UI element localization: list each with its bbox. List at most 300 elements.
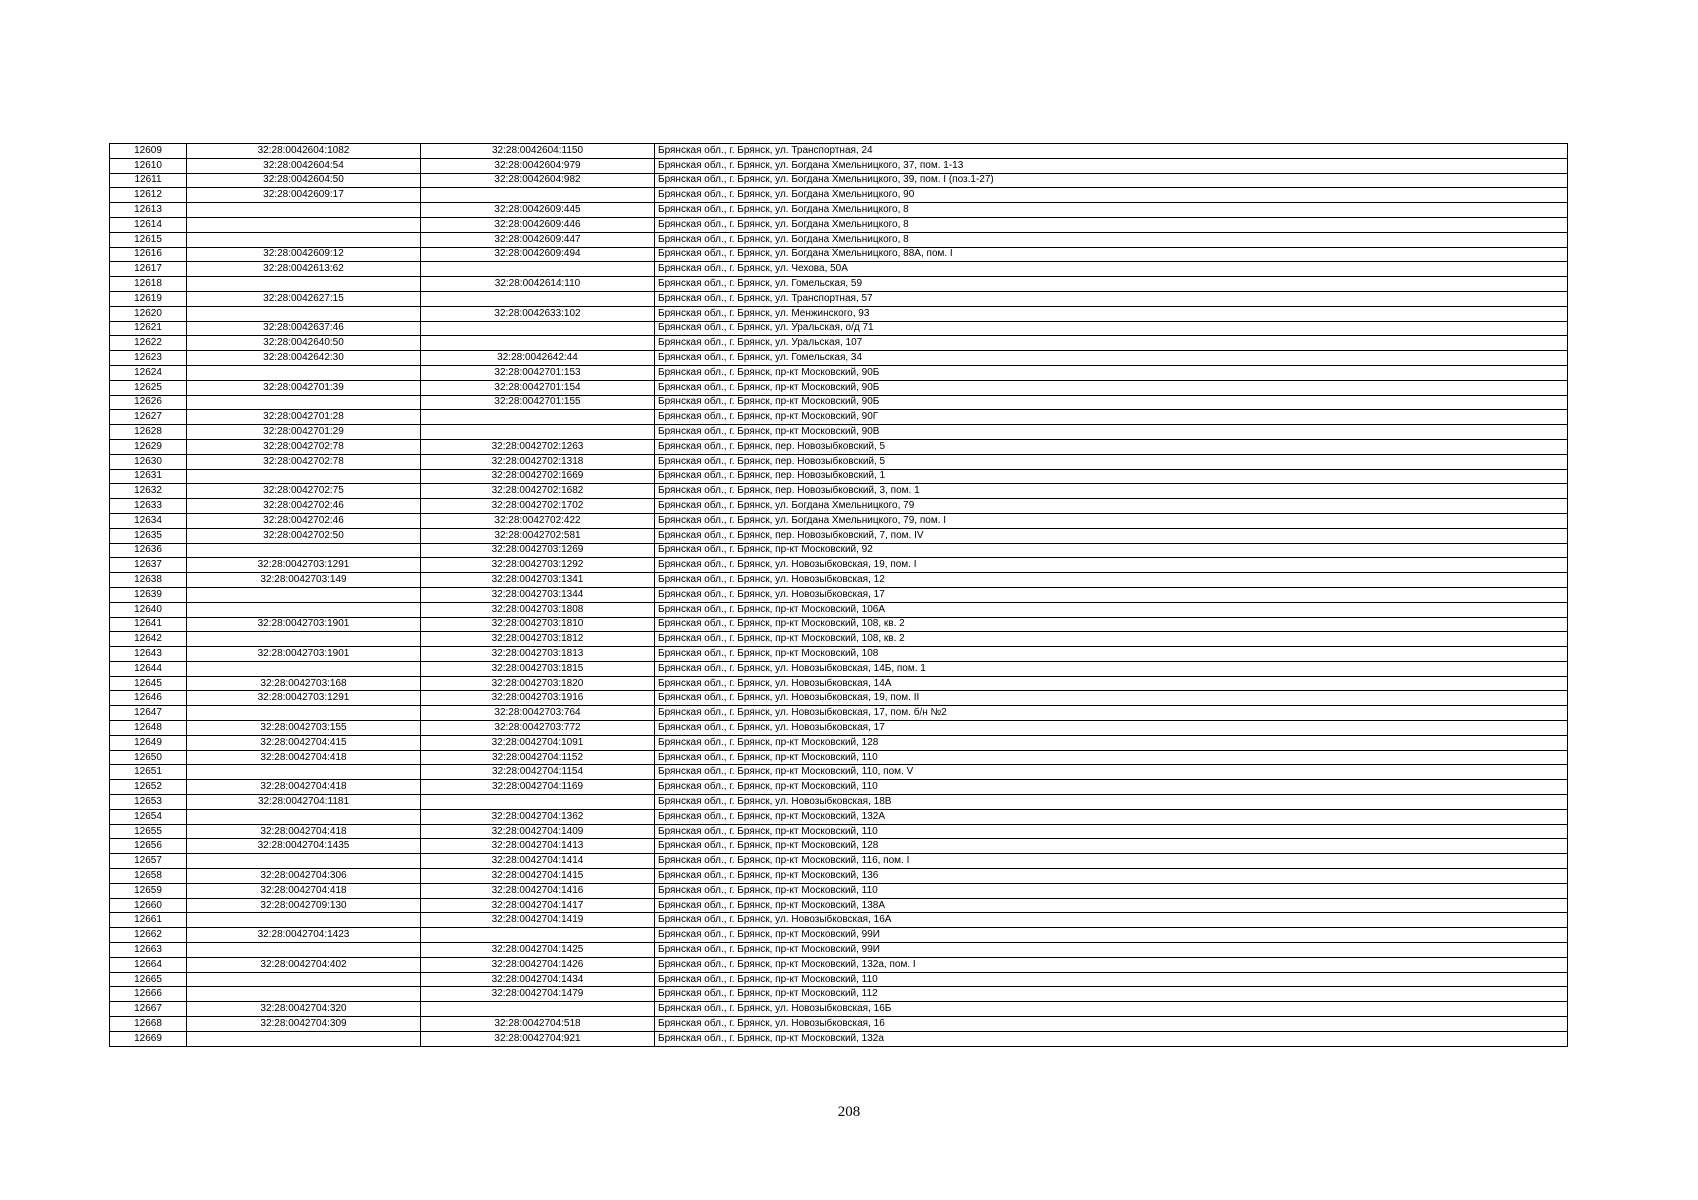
- building-number-cell: [421, 336, 655, 351]
- address-cell: Брянская обл., г. Брянск, ул. Менжинского, 93: [655, 306, 1568, 321]
- address-cell: Брянская обл., г. Брянск, ул. Новозыбковская, 16: [655, 1017, 1568, 1032]
- table-row: [110, 247, 1568, 262]
- land-parcel-number-cell: [187, 913, 421, 928]
- land-parcel-number-cell: [187, 1031, 421, 1046]
- table-row: [110, 928, 1568, 943]
- address-cell: Брянская обл., г. Брянск, ул. Транспортная, 57: [655, 291, 1568, 306]
- address-cell: Брянская обл., г. Брянск, ул. Уральская, о/д 71: [655, 321, 1568, 336]
- land-parcel-number-cell: [187, 661, 421, 676]
- row-number-cell: 12634: [110, 513, 187, 528]
- row-number-cell: 12620: [110, 306, 187, 321]
- row-number-cell: 12626: [110, 395, 187, 410]
- land-parcel-number-cell: 32:28:0042702:78: [187, 439, 421, 454]
- land-parcel-number-cell: 32:28:0042703:1291: [187, 691, 421, 706]
- building-number-cell: [421, 262, 655, 277]
- building-number-cell: 32:28:0042704:1362: [421, 809, 655, 824]
- building-number-cell: [421, 410, 655, 425]
- building-number-cell: [421, 321, 655, 336]
- land-parcel-number-cell: 32:28:0042702:50: [187, 528, 421, 543]
- row-number-cell: 12653: [110, 795, 187, 810]
- row-number-cell: 12623: [110, 351, 187, 366]
- address-cell: Брянская обл., г. Брянск, пер. Новозыбковский, 7, пом. IV: [655, 528, 1568, 543]
- address-cell: Брянская обл., г. Брянск, пр-кт Московский, 110, пом. V: [655, 765, 1568, 780]
- land-parcel-number-cell: 32:28:0042701:29: [187, 425, 421, 440]
- building-number-cell: 32:28:0042703:1269: [421, 543, 655, 558]
- address-cell: Брянская обл., г. Брянск, пр-кт Московский, 110: [655, 750, 1568, 765]
- land-parcel-number-cell: 32:28:0042704:1423: [187, 928, 421, 943]
- table-row: [110, 957, 1568, 972]
- address-cell: Брянская обл., г. Брянск, пер. Новозыбковский, 3, пом. 1: [655, 484, 1568, 499]
- table-row: [110, 306, 1568, 321]
- table-row: [110, 439, 1568, 454]
- table-row: [110, 602, 1568, 617]
- land-parcel-number-cell: 32:28:0042702:75: [187, 484, 421, 499]
- row-number-cell: 12637: [110, 558, 187, 573]
- address-cell: Брянская обл., г. Брянск, ул. Богдана Хмельницкого, 79, пом. I: [655, 513, 1568, 528]
- row-number-cell: 12649: [110, 735, 187, 750]
- land-parcel-number-cell: [187, 972, 421, 987]
- row-number-cell: 12648: [110, 721, 187, 736]
- table-row: [110, 647, 1568, 662]
- table-row: [110, 854, 1568, 869]
- table-row: [110, 277, 1568, 292]
- table-row: [110, 661, 1568, 676]
- row-number-cell: 12645: [110, 676, 187, 691]
- building-number-cell: 32:28:0042704:1419: [421, 913, 655, 928]
- table-row: [110, 795, 1568, 810]
- building-number-cell: 32:28:0042703:772: [421, 721, 655, 736]
- address-cell: Брянская обл., г. Брянск, ул. Чехова, 50А: [655, 262, 1568, 277]
- row-number-cell: 12613: [110, 203, 187, 218]
- table-row: [110, 972, 1568, 987]
- row-number-cell: 12612: [110, 188, 187, 203]
- address-cell: Брянская обл., г. Брянск, пр-кт Московский, 128: [655, 839, 1568, 854]
- table-row: [110, 144, 1568, 159]
- address-cell: Брянская обл., г. Брянск, пр-кт Московский, 132а: [655, 1031, 1568, 1046]
- table-row: [110, 780, 1568, 795]
- building-number-cell: 32:28:0042702:1669: [421, 469, 655, 484]
- row-number-cell: 12639: [110, 587, 187, 602]
- building-number-cell: 32:28:0042704:1416: [421, 883, 655, 898]
- table-row: [110, 425, 1568, 440]
- land-parcel-number-cell: 32:28:0042609:17: [187, 188, 421, 203]
- table-row: [110, 898, 1568, 913]
- building-number-cell: 32:28:0042604:982: [421, 173, 655, 188]
- building-number-cell: 32:28:0042702:422: [421, 513, 655, 528]
- land-parcel-number-cell: 32:28:0042642:30: [187, 351, 421, 366]
- row-number-cell: 12624: [110, 365, 187, 380]
- table-row: [110, 691, 1568, 706]
- row-number-cell: 12619: [110, 291, 187, 306]
- address-cell: Брянская обл., г. Брянск, пр-кт Московский, 90В: [655, 425, 1568, 440]
- building-number-cell: 32:28:0042703:1292: [421, 558, 655, 573]
- row-number-cell: 12616: [110, 247, 187, 262]
- land-parcel-number-cell: 32:28:0042613:62: [187, 262, 421, 277]
- building-number-cell: 32:28:0042604:1150: [421, 144, 655, 159]
- building-number-cell: 32:28:0042609:445: [421, 203, 655, 218]
- address-cell: Брянская обл., г. Брянск, ул. Богдана Хмельницкого, 39, пом. I (поз.1-27): [655, 173, 1568, 188]
- table-row: [110, 913, 1568, 928]
- address-cell: Брянская обл., г. Брянск, ул. Богдана Хмельницкого, 8: [655, 232, 1568, 247]
- address-cell: Брянская обл., г. Брянск, пр-кт Московский, 92: [655, 543, 1568, 558]
- land-parcel-number-cell: [187, 395, 421, 410]
- address-cell: Брянская обл., г. Брянск, ул. Богдана Хмельницкого, 79: [655, 499, 1568, 514]
- address-cell: Брянская обл., г. Брянск, пр-кт Московский, 112: [655, 987, 1568, 1002]
- table-row: [110, 395, 1568, 410]
- address-cell: Брянская обл., г. Брянск, пр-кт Московский, 108: [655, 647, 1568, 662]
- row-number-cell: 12647: [110, 706, 187, 721]
- building-number-cell: 32:28:0042703:1815: [421, 661, 655, 676]
- building-number-cell: 32:28:0042702:1682: [421, 484, 655, 499]
- address-cell: Брянская обл., г. Брянск, ул. Новозыбковская, 14А: [655, 676, 1568, 691]
- table-row: [110, 765, 1568, 780]
- row-number-cell: 12631: [110, 469, 187, 484]
- address-cell: Брянская обл., г. Брянск, пр-кт Московский, 108, кв. 2: [655, 632, 1568, 647]
- address-cell: Брянская обл., г. Брянск, ул. Богдана Хмельницкого, 8: [655, 217, 1568, 232]
- table-row: [110, 262, 1568, 277]
- address-cell: Брянская обл., г. Брянск, ул. Гомельская, 59: [655, 277, 1568, 292]
- building-number-cell: [421, 928, 655, 943]
- building-number-cell: 32:28:0042704:1414: [421, 854, 655, 869]
- land-parcel-number-cell: 32:28:0042704:1181: [187, 795, 421, 810]
- address-cell: Брянская обл., г. Брянск, пр-кт Московский, 90Б: [655, 395, 1568, 410]
- land-parcel-number-cell: 32:28:0042702:46: [187, 513, 421, 528]
- land-parcel-number-cell: 32:28:0042704:320: [187, 1002, 421, 1017]
- row-number-cell: 12657: [110, 854, 187, 869]
- address-cell: Брянская обл., г. Брянск, ул. Новозыбковская, 19, пом. I: [655, 558, 1568, 573]
- table-row: [110, 632, 1568, 647]
- address-cell: Брянская обл., г. Брянск, пр-кт Московский, 128: [655, 735, 1568, 750]
- building-number-cell: 32:28:0042702:1263: [421, 439, 655, 454]
- land-parcel-number-cell: 32:28:0042704:415: [187, 735, 421, 750]
- row-number-cell: 12630: [110, 454, 187, 469]
- land-parcel-number-cell: 32:28:0042709:130: [187, 898, 421, 913]
- row-number-cell: 12614: [110, 217, 187, 232]
- address-cell: Брянская обл., г. Брянск, ул. Богдана Хмельницкого, 8: [655, 203, 1568, 218]
- address-cell: Брянская обл., г. Брянск, ул. Новозыбковская, 18В: [655, 795, 1568, 810]
- address-cell: Брянская обл., г. Брянск, ул. Новозыбковская, 12: [655, 573, 1568, 588]
- table-row: [110, 824, 1568, 839]
- building-number-cell: 32:28:0042704:1425: [421, 943, 655, 958]
- land-parcel-number-cell: [187, 706, 421, 721]
- building-number-cell: 32:28:0042642:44: [421, 351, 655, 366]
- address-cell: Брянская обл., г. Брянск, пр-кт Московский, 90Б: [655, 365, 1568, 380]
- table-row: [110, 943, 1568, 958]
- row-number-cell: 12627: [110, 410, 187, 425]
- table-row: [110, 173, 1568, 188]
- address-cell: Брянская обл., г. Брянск, ул. Новозыбковская, 16А: [655, 913, 1568, 928]
- table-row: [110, 839, 1568, 854]
- row-number-cell: 12665: [110, 972, 187, 987]
- land-parcel-number-cell: 32:28:0042640:50: [187, 336, 421, 351]
- row-number-cell: 12669: [110, 1031, 187, 1046]
- land-parcel-number-cell: [187, 987, 421, 1002]
- land-parcel-number-cell: [187, 632, 421, 647]
- table-row: [110, 543, 1568, 558]
- land-parcel-number-cell: 32:28:0042704:1435: [187, 839, 421, 854]
- row-number-cell: 12635: [110, 528, 187, 543]
- row-number-cell: 12644: [110, 661, 187, 676]
- building-number-cell: 32:28:0042704:921: [421, 1031, 655, 1046]
- land-parcel-number-cell: 32:28:0042702:78: [187, 454, 421, 469]
- row-number-cell: 12650: [110, 750, 187, 765]
- row-number-cell: 12632: [110, 484, 187, 499]
- address-cell: Брянская обл., г. Брянск, ул. Транспортная, 24: [655, 144, 1568, 159]
- row-number-cell: 12662: [110, 928, 187, 943]
- building-number-cell: [421, 1002, 655, 1017]
- building-number-cell: 32:28:0042702:1318: [421, 454, 655, 469]
- row-number-cell: 12660: [110, 898, 187, 913]
- table-row: [110, 809, 1568, 824]
- row-number-cell: 12661: [110, 913, 187, 928]
- land-parcel-number-cell: [187, 765, 421, 780]
- address-cell: Брянская обл., г. Брянск, пр-кт Московский, 99И: [655, 928, 1568, 943]
- address-cell: Брянская обл., г. Брянск, пр-кт Московский, 136: [655, 869, 1568, 884]
- row-number-cell: 12636: [110, 543, 187, 558]
- land-parcel-number-cell: 32:28:0042604:54: [187, 158, 421, 173]
- land-parcel-number-cell: 32:28:0042702:46: [187, 499, 421, 514]
- row-number-cell: 12615: [110, 232, 187, 247]
- row-number-cell: 12610: [110, 158, 187, 173]
- land-parcel-number-cell: [187, 602, 421, 617]
- address-cell: Брянская обл., г. Брянск, пр-кт Московский, 110: [655, 972, 1568, 987]
- building-number-cell: [421, 291, 655, 306]
- row-number-cell: 12643: [110, 647, 187, 662]
- row-number-cell: 12663: [110, 943, 187, 958]
- cadastral-table: [109, 143, 1568, 1047]
- address-cell: Брянская обл., г. Брянск, ул. Гомельская, 34: [655, 351, 1568, 366]
- land-parcel-number-cell: [187, 469, 421, 484]
- table-row: [110, 869, 1568, 884]
- row-number-cell: 12646: [110, 691, 187, 706]
- building-number-cell: 32:28:0042604:979: [421, 158, 655, 173]
- building-number-cell: 32:28:0042704:1434: [421, 972, 655, 987]
- table-row: [110, 203, 1568, 218]
- table-row: [110, 321, 1568, 336]
- row-number-cell: 12668: [110, 1017, 187, 1032]
- building-number-cell: 32:28:0042609:447: [421, 232, 655, 247]
- land-parcel-number-cell: [187, 365, 421, 380]
- land-parcel-number-cell: 32:28:0042704:306: [187, 869, 421, 884]
- land-parcel-number-cell: 32:28:0042704:418: [187, 883, 421, 898]
- row-number-cell: 12640: [110, 602, 187, 617]
- table-row: [110, 617, 1568, 632]
- row-number-cell: 12664: [110, 957, 187, 972]
- building-number-cell: 32:28:0042704:1409: [421, 824, 655, 839]
- table-row: [110, 336, 1568, 351]
- land-parcel-number-cell: 32:28:0042704:418: [187, 750, 421, 765]
- address-cell: Брянская обл., г. Брянск, пер. Новозыбковский, 5: [655, 439, 1568, 454]
- row-number-cell: 12638: [110, 573, 187, 588]
- land-parcel-number-cell: 32:28:0042627:15: [187, 291, 421, 306]
- address-cell: Брянская обл., г. Брянск, пр-кт Московский, 132А: [655, 809, 1568, 824]
- land-parcel-number-cell: 32:28:0042703:168: [187, 676, 421, 691]
- page-number: 208: [837, 1104, 861, 1120]
- row-number-cell: 12629: [110, 439, 187, 454]
- table-row: [110, 735, 1568, 750]
- land-parcel-number-cell: [187, 587, 421, 602]
- address-cell: Брянская обл., г. Брянск, ул. Новозыбковская, 17: [655, 721, 1568, 736]
- land-parcel-number-cell: 32:28:0042609:12: [187, 247, 421, 262]
- table-row: [110, 706, 1568, 721]
- address-cell: Брянская обл., г. Брянск, ул. Новозыбковская, 16Б: [655, 1002, 1568, 1017]
- row-number-cell: 12633: [110, 499, 187, 514]
- address-cell: Брянская обл., г. Брянск, ул. Новозыбковская, 19, пом. II: [655, 691, 1568, 706]
- row-number-cell: 12617: [110, 262, 187, 277]
- row-number-cell: 12659: [110, 883, 187, 898]
- land-parcel-number-cell: [187, 217, 421, 232]
- land-parcel-number-cell: [187, 943, 421, 958]
- row-number-cell: 12641: [110, 617, 187, 632]
- row-number-cell: 12621: [110, 321, 187, 336]
- table-row: [110, 587, 1568, 602]
- address-cell: Брянская обл., г. Брянск, пр-кт Московский, 132а, пом. I: [655, 957, 1568, 972]
- table-row: [110, 217, 1568, 232]
- building-number-cell: 32:28:0042701:154: [421, 380, 655, 395]
- row-number-cell: 12654: [110, 809, 187, 824]
- building-number-cell: 32:28:0042704:1154: [421, 765, 655, 780]
- address-cell: Брянская обл., г. Брянск, пр-кт Московский, 99И: [655, 943, 1568, 958]
- land-parcel-number-cell: 32:28:0042701:39: [187, 380, 421, 395]
- table-row: [110, 528, 1568, 543]
- row-number-cell: 12609: [110, 144, 187, 159]
- table-row: [110, 469, 1568, 484]
- address-cell: Брянская обл., г. Брянск, пр-кт Московский, 110: [655, 883, 1568, 898]
- land-parcel-number-cell: [187, 809, 421, 824]
- address-cell: Брянская обл., г. Брянск, пр-кт Московский, 90Г: [655, 410, 1568, 425]
- row-number-cell: 12628: [110, 425, 187, 440]
- building-number-cell: [421, 795, 655, 810]
- building-number-cell: 32:28:0042609:446: [421, 217, 655, 232]
- building-number-cell: 32:28:0042704:1417: [421, 898, 655, 913]
- address-cell: Брянская обл., г. Брянск, ул. Новозыбковская, 14Б, пом. 1: [655, 661, 1568, 676]
- land-parcel-number-cell: 32:28:0042604:1082: [187, 144, 421, 159]
- land-parcel-number-cell: 32:28:0042704:418: [187, 780, 421, 795]
- row-number-cell: 12642: [110, 632, 187, 647]
- table-row: [110, 454, 1568, 469]
- land-parcel-number-cell: [187, 543, 421, 558]
- land-parcel-number-cell: 32:28:0042701:28: [187, 410, 421, 425]
- address-cell: Брянская обл., г. Брянск, пр-кт Московский, 110: [655, 824, 1568, 839]
- land-parcel-number-cell: 32:28:0042704:309: [187, 1017, 421, 1032]
- row-number-cell: 12656: [110, 839, 187, 854]
- table-row: [110, 1031, 1568, 1046]
- row-number-cell: 12667: [110, 1002, 187, 1017]
- row-number-cell: 12625: [110, 380, 187, 395]
- building-number-cell: 32:28:0042704:1426: [421, 957, 655, 972]
- row-number-cell: 12618: [110, 277, 187, 292]
- building-number-cell: 32:28:0042704:1152: [421, 750, 655, 765]
- table-body: [110, 144, 1568, 1047]
- address-cell: Брянская обл., г. Брянск, пр-кт Московский, 108, кв. 2: [655, 617, 1568, 632]
- address-cell: Брянская обл., г. Брянск, ул. Новозыбковская, 17: [655, 587, 1568, 602]
- land-parcel-number-cell: 32:28:0042703:1901: [187, 647, 421, 662]
- address-cell: Брянская обл., г. Брянск, пр-кт Московский, 138А: [655, 898, 1568, 913]
- land-parcel-number-cell: 32:28:0042604:50: [187, 173, 421, 188]
- building-number-cell: 32:28:0042704:1413: [421, 839, 655, 854]
- address-cell: Брянская обл., г. Брянск, пер. Новозыбковский, 5: [655, 454, 1568, 469]
- land-parcel-number-cell: 32:28:0042704:402: [187, 957, 421, 972]
- table-row: [110, 232, 1568, 247]
- building-number-cell: 32:28:0042702:581: [421, 528, 655, 543]
- table-row: [110, 188, 1568, 203]
- address-cell: Брянская обл., г. Брянск, пр-кт Московский, 90Б: [655, 380, 1568, 395]
- building-number-cell: 32:28:0042609:494: [421, 247, 655, 262]
- address-cell: Брянская обл., г. Брянск, пр-кт Московский, 116, пом. I: [655, 854, 1568, 869]
- land-parcel-number-cell: 32:28:0042703:149: [187, 573, 421, 588]
- building-number-cell: 32:28:0042633:102: [421, 306, 655, 321]
- row-number-cell: 12651: [110, 765, 187, 780]
- building-number-cell: 32:28:0042703:1344: [421, 587, 655, 602]
- building-number-cell: 32:28:0042614:110: [421, 277, 655, 292]
- building-number-cell: 32:28:0042703:1813: [421, 647, 655, 662]
- table-row: [110, 291, 1568, 306]
- land-parcel-number-cell: 32:28:0042637:46: [187, 321, 421, 336]
- row-number-cell: 12622: [110, 336, 187, 351]
- table-row: [110, 573, 1568, 588]
- land-parcel-number-cell: [187, 277, 421, 292]
- land-parcel-number-cell: [187, 854, 421, 869]
- address-cell: Брянская обл., г. Брянск, ул. Богдана Хмельницкого, 37, пом. 1-13: [655, 158, 1568, 173]
- building-number-cell: 32:28:0042703:1916: [421, 691, 655, 706]
- table-row: [110, 365, 1568, 380]
- building-number-cell: 32:28:0042704:1091: [421, 735, 655, 750]
- address-cell: Брянская обл., г. Брянск, пер. Новозыбковский, 1: [655, 469, 1568, 484]
- building-number-cell: 32:28:0042701:155: [421, 395, 655, 410]
- address-cell: Брянская обл., г. Брянск, ул. Богдана Хмельницкого, 90: [655, 188, 1568, 203]
- land-parcel-number-cell: 32:28:0042703:155: [187, 721, 421, 736]
- building-number-cell: 32:28:0042703:1820: [421, 676, 655, 691]
- table-row: [110, 558, 1568, 573]
- land-parcel-number-cell: [187, 203, 421, 218]
- table-row: [110, 499, 1568, 514]
- address-cell: Брянская обл., г. Брянск, пр-кт Московский, 110: [655, 780, 1568, 795]
- land-parcel-number-cell: 32:28:0042704:418: [187, 824, 421, 839]
- building-number-cell: 32:28:0042703:1808: [421, 602, 655, 617]
- address-cell: Брянская обл., г. Брянск, ул. Уральская, 107: [655, 336, 1568, 351]
- table-row: [110, 883, 1568, 898]
- building-number-cell: 32:28:0042703:764: [421, 706, 655, 721]
- table-row: [110, 484, 1568, 499]
- land-parcel-number-cell: 32:28:0042703:1291: [187, 558, 421, 573]
- building-number-cell: 32:28:0042704:1415: [421, 869, 655, 884]
- row-number-cell: 12658: [110, 869, 187, 884]
- table-row: [110, 987, 1568, 1002]
- row-number-cell: 12655: [110, 824, 187, 839]
- building-number-cell: 32:28:0042703:1812: [421, 632, 655, 647]
- table-row: [110, 513, 1568, 528]
- building-number-cell: 32:28:0042703:1341: [421, 573, 655, 588]
- row-number-cell: 12611: [110, 173, 187, 188]
- table-row: [110, 158, 1568, 173]
- address-cell: Брянская обл., г. Брянск, ул. Богдана Хмельницкого, 88А, пом. I: [655, 247, 1568, 262]
- row-number-cell: 12652: [110, 780, 187, 795]
- table-row: [110, 1002, 1568, 1017]
- row-number-cell: 12666: [110, 987, 187, 1002]
- address-cell: Брянская обл., г. Брянск, ул. Новозыбковская, 17, пом. б/н №2: [655, 706, 1568, 721]
- table-row: [110, 380, 1568, 395]
- table-row: [110, 351, 1568, 366]
- land-parcel-number-cell: 32:28:0042703:1901: [187, 617, 421, 632]
- address-cell: Брянская обл., г. Брянск, пр-кт Московский, 106А: [655, 602, 1568, 617]
- building-number-cell: 32:28:0042704:1479: [421, 987, 655, 1002]
- table-row: [110, 410, 1568, 425]
- table-row: [110, 721, 1568, 736]
- table-row: [110, 1017, 1568, 1032]
- building-number-cell: 32:28:0042701:153: [421, 365, 655, 380]
- table-row: [110, 750, 1568, 765]
- building-number-cell: [421, 188, 655, 203]
